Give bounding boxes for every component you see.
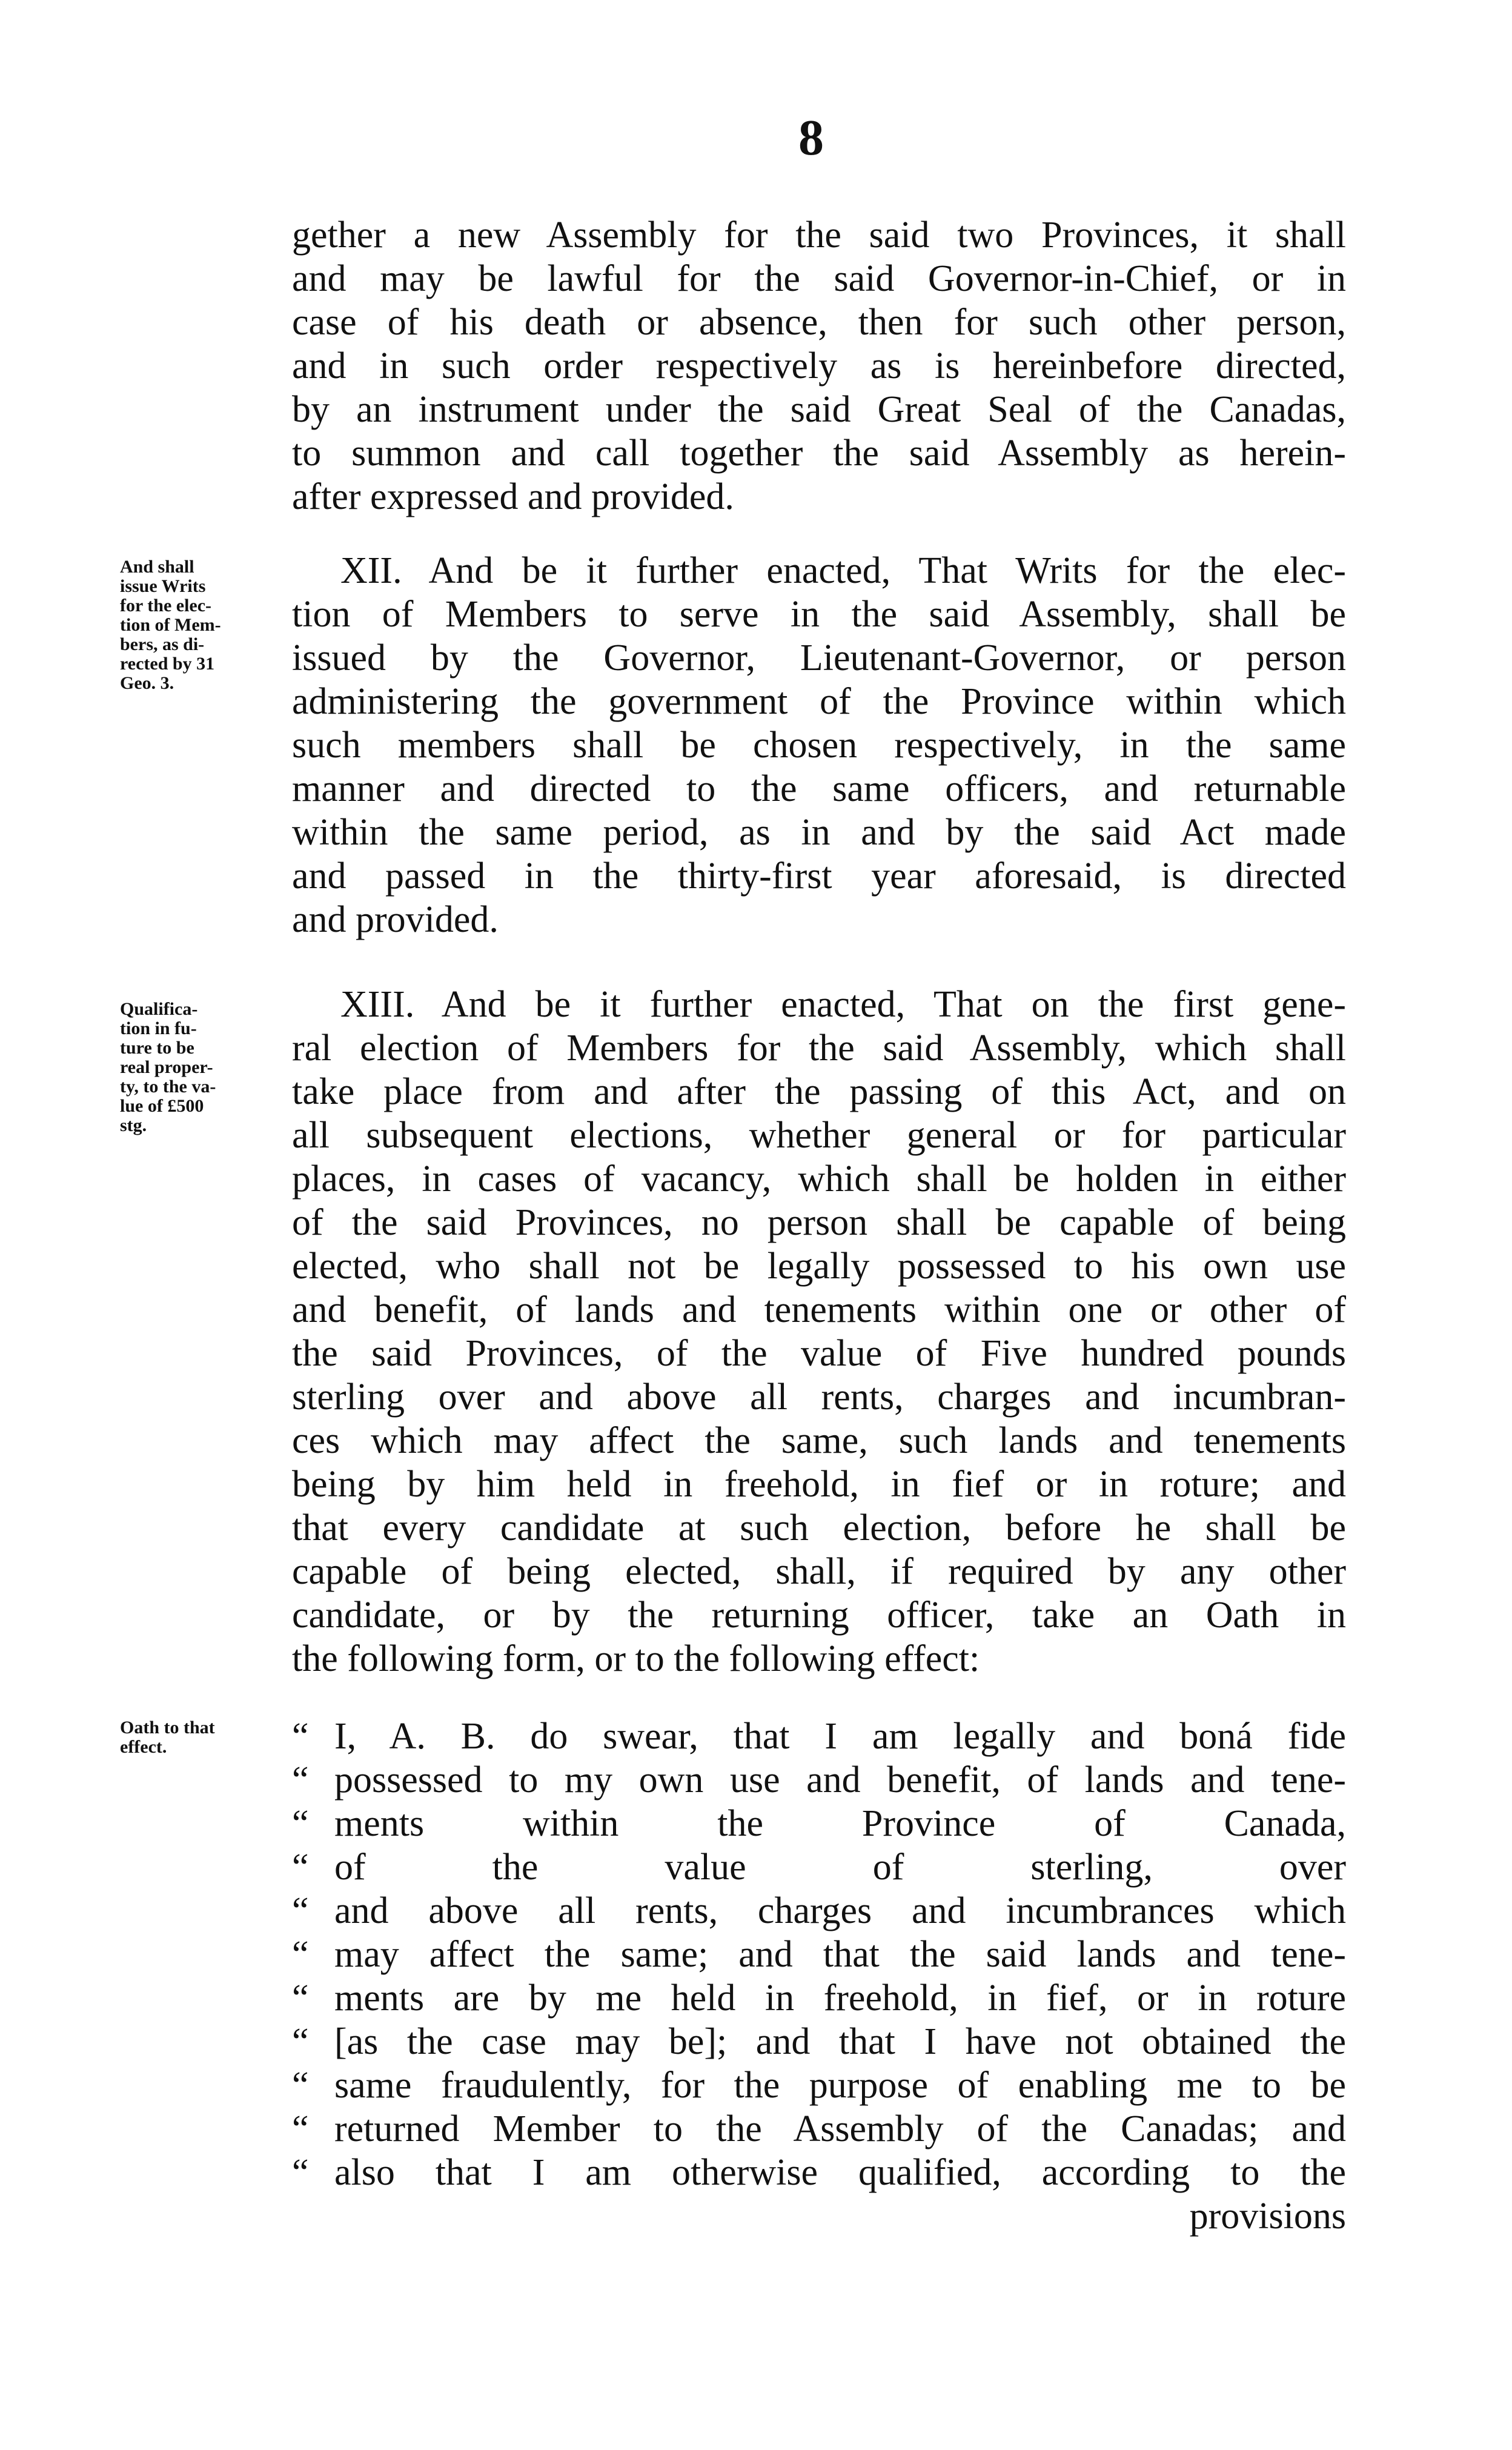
margin-note-line: lue of £500: [120, 1096, 204, 1116]
oath-line: [292, 1933, 1346, 1976]
quote-mark: “: [292, 1803, 309, 1844]
text-line: case of his death or absence, then for such other person,: [292, 302, 1346, 343]
text-line: of the said Provinces, no person shall be capable of being: [292, 1202, 1346, 1243]
quote-mark: “: [292, 1890, 309, 1931]
margin-note-line: bers, as di-: [120, 634, 205, 654]
margin-note-line: stg.: [120, 1115, 147, 1135]
margin-note-line: Oath to that: [120, 1718, 215, 1738]
quote-mark: “: [292, 2152, 309, 2193]
text-line: such members shall be chosen respectively, in the same: [292, 725, 1346, 766]
margin-note-line: Qualifica-: [120, 999, 198, 1019]
oath-line-text: [as the case may be]; and that I have not obtained the: [334, 2021, 1346, 2062]
text-line: ral election of Members for the said Assembly, which shall: [292, 1027, 1346, 1069]
quote-mark: “: [292, 2108, 309, 2150]
oath-line-text: possessed to my own use and benefit, of lands and tene-: [334, 1759, 1346, 1801]
margin-note-line: ty, to the va-: [120, 1077, 216, 1097]
text-line: issued by the Governor, Lieutenant-Governor, or person: [292, 637, 1346, 679]
quote-mark: “: [292, 1716, 309, 1757]
oath-line: [292, 2020, 1346, 2063]
text-line: and may be lawful for the said Governor-in-Chief, or in: [292, 258, 1346, 299]
text-line: candidate, or by the returning officer, take an Oath in: [292, 1595, 1346, 1636]
section-xiii: [292, 983, 1346, 1681]
oath-line-text: and above all rents, charges and incumbrances which: [334, 1890, 1346, 1931]
margin-note-line: rected by 31: [120, 654, 215, 674]
margin-note-xii: [120, 557, 284, 693]
oath-line-text: ments are by me held in freehold, in fief, or in roture: [334, 1977, 1346, 2019]
text-line: within the same period, as in and by the said Act made: [292, 812, 1346, 853]
page-number: 8: [798, 110, 824, 166]
section-xii: [292, 549, 1346, 941]
oath-line: [292, 1889, 1346, 1933]
oath-line: [292, 2063, 1346, 2107]
continuation-paragraph: [292, 213, 1346, 519]
oath-line-text: also that I am otherwise qualified, according to the: [334, 2152, 1346, 2193]
quote-mark: “: [292, 1934, 309, 1975]
text-line: places, in cases of vacancy, which shall be holden in either: [292, 1158, 1346, 1200]
oath-line-text: I, A. B. do swear, that I am legally and boná fide: [334, 1716, 1346, 1757]
text-line: capable of being elected, shall, if required by any other: [292, 1551, 1346, 1592]
oath-line: [292, 1976, 1346, 2020]
oath-line: [292, 2151, 1346, 2194]
text-line: all subsequent elections, whether general or for particular: [292, 1115, 1346, 1156]
oath-line: [292, 2107, 1346, 2151]
text-line: to summon and call together the said Assembly as herein-: [292, 433, 1346, 474]
margin-note-xiii: [120, 1000, 284, 1135]
margin-note-line: issue Writs: [120, 576, 206, 596]
margin-note-line: tion in fu-: [120, 1018, 197, 1038]
margin-note-line: ture to be: [120, 1038, 194, 1058]
quote-mark: “: [292, 2065, 309, 2106]
oath-line: [292, 1758, 1346, 1802]
text-line: gether a new Assembly for the said two Provinces, it shall: [292, 214, 1346, 256]
text-line: sterling over and above all rents, charges and incumbran-: [292, 1376, 1346, 1418]
text-line: XIII. And be it further enacted, That on the first gene-: [340, 984, 1346, 1025]
text-line: and in such order respectively as is hereinbefore directed,: [292, 345, 1346, 387]
oath-line-text: ments within the Province of Canada,: [334, 1803, 1346, 1844]
quote-mark: “: [292, 2021, 309, 2062]
oath-text: [292, 1715, 1346, 2238]
text-line: elected, who shall not be legally possessed to his own use: [292, 1246, 1346, 1287]
margin-note-line: for the elec-: [120, 596, 212, 616]
margin-note-line: real proper-: [120, 1057, 213, 1077]
catchword: provisions: [1189, 2196, 1346, 2237]
margin-note-line: tion of Mem-: [120, 615, 221, 635]
oath-line: [292, 1845, 1346, 1889]
quote-mark: “: [292, 1977, 309, 2019]
quote-mark: “: [292, 1847, 309, 1888]
text-line: being by him held in freehold, in fief or in roture; and: [292, 1464, 1346, 1505]
text-line: XII. And be it further enacted, That Writs for the elec-: [340, 550, 1346, 591]
text-line: after expressed and provided.: [292, 476, 734, 517]
margin-note-line: effect.: [120, 1737, 167, 1757]
oath-line-text: of the value of sterling, over: [334, 1847, 1346, 1888]
text-line: ces which may affect the same, such lands and tenements: [292, 1420, 1346, 1461]
oath-line: [292, 1715, 1346, 1758]
margin-note-line: And shall: [120, 557, 194, 577]
margin-note-line: Geo. 3.: [120, 673, 174, 693]
text-line: the following form, or to the following effect:: [292, 1638, 980, 1679]
text-line: and provided.: [292, 899, 499, 940]
text-line: and benefit, of lands and tenements within one or other of: [292, 1289, 1346, 1330]
margin-note-oath: [120, 1718, 284, 1757]
text-line: the said Provinces, of the value of Five hundred pounds: [292, 1333, 1346, 1374]
text-line: by an instrument under the said Great Seal of the Canadas,: [292, 389, 1346, 430]
text-line: take place from and after the passing of this Act, and on: [292, 1071, 1346, 1112]
text-line: and passed in the thirty-first year aforesaid, is directed: [292, 855, 1346, 897]
text-line: that every candidate at such election, before he shall be: [292, 1507, 1346, 1549]
text-line: manner and directed to the same officers, and returnable: [292, 768, 1346, 809]
oath-line-text: returned Member to the Assembly of the Canadas; and: [334, 2108, 1346, 2150]
text-line: tion of Members to serve in the said Assembly, shall be: [292, 594, 1346, 635]
oath-line-text: may affect the same; and that the said lands and tene-: [334, 1934, 1346, 1975]
text-line: administering the government of the Province within which: [292, 681, 1346, 722]
oath-line: [292, 1802, 1346, 1845]
quote-mark: “: [292, 1759, 309, 1801]
oath-line-text: same fraudulently, for the purpose of enabling me to be: [334, 2065, 1346, 2106]
